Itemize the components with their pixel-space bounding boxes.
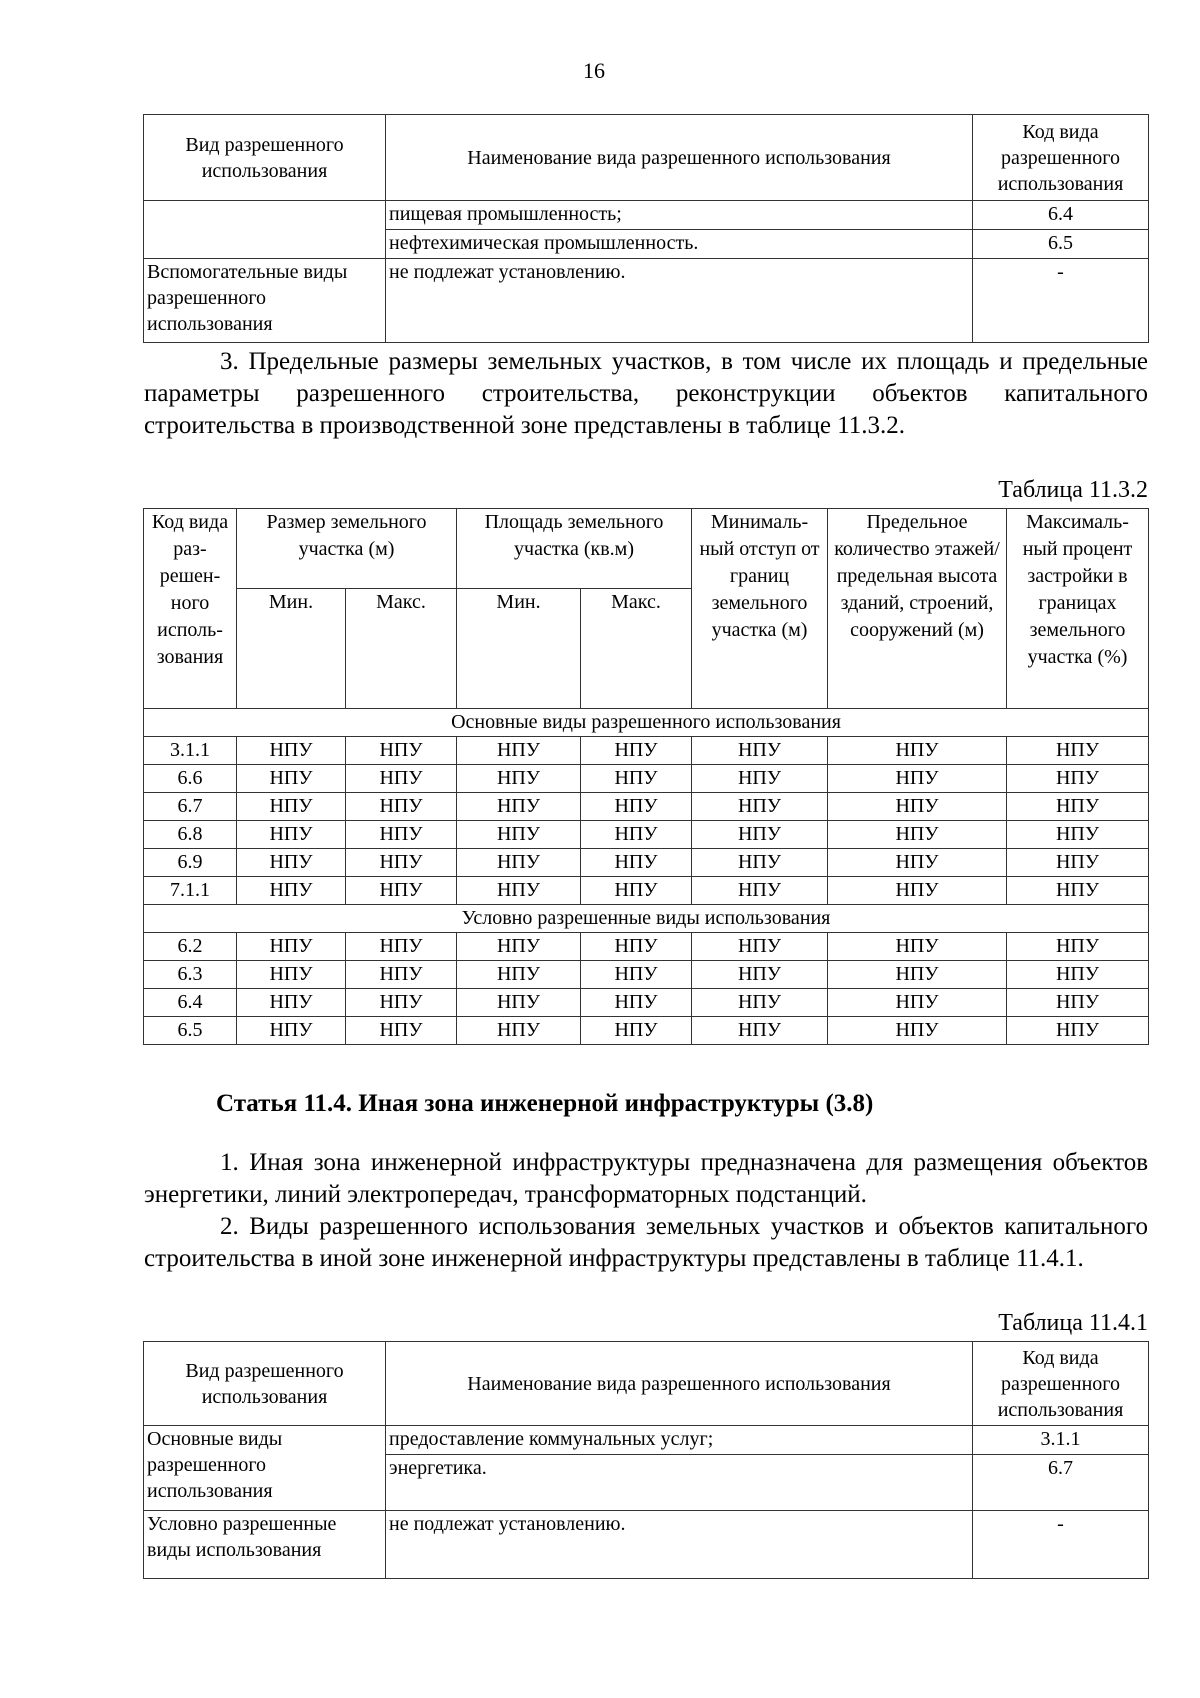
- table-cell: НПУ: [692, 849, 828, 877]
- table-cell: НПУ: [828, 989, 1007, 1017]
- table-cell: НПУ: [457, 793, 581, 821]
- header-max-percent: Максималь-ный процент застройки в границах земельного участка (%): [1007, 509, 1149, 709]
- table-cell: НПУ: [692, 933, 828, 961]
- table-cell: НПУ: [1007, 737, 1149, 765]
- table-cell: НПУ: [237, 961, 346, 989]
- table-cell: [144, 201, 386, 259]
- table-caption-11-4-1: Таблица 11.4.1: [998, 1310, 1148, 1336]
- table-cell: 6.5: [973, 230, 1149, 259]
- paragraph-1: 1. Иная зона инженерной инфраструктуры предназначена для размещения объектов энергетики, линий электропередач, трансформаторных подстанций.: [144, 1149, 1148, 1208]
- header-code: Код вида разрешенного использования: [973, 1342, 1149, 1426]
- table-cell: НПУ: [581, 765, 692, 793]
- table-cell: НПУ: [457, 821, 581, 849]
- table-cell: НПУ: [1007, 765, 1149, 793]
- table-cell: НПУ: [346, 1017, 457, 1045]
- table-cell: НПУ: [692, 737, 828, 765]
- row-code: 6.6: [144, 765, 237, 793]
- table-cell: НПУ: [692, 989, 828, 1017]
- table-cell: НПУ: [457, 961, 581, 989]
- table-cell: НПУ: [581, 961, 692, 989]
- table-cell: НПУ: [1007, 1017, 1149, 1045]
- header-kind: Вид разрешенного использования: [144, 115, 386, 201]
- table-cell: НПУ: [1007, 793, 1149, 821]
- section-main-label: Основные виды разрешенного использования: [144, 709, 1149, 737]
- table-cell: НПУ: [581, 1017, 692, 1045]
- table-cell: НПУ: [457, 1017, 581, 1045]
- paragraph-2: 2. Виды разрешенного использования земельных участков и объектов капитального строительства в иной зоне инженерной инфраструктуры представлены в таблице 11.4.1.: [144, 1213, 1148, 1272]
- table-cell: нефтехимическая промышленность.: [386, 230, 973, 259]
- header-floors: Предельное количество этажей/ предельная высота зданий, строений, сооружений (м): [828, 509, 1007, 709]
- limits-table-11-3-2: [143, 508, 1149, 1045]
- table-cell: НПУ: [828, 1017, 1007, 1045]
- table-cell: НПУ: [237, 793, 346, 821]
- table-row: [144, 961, 1149, 989]
- table-cell: НПУ: [828, 961, 1007, 989]
- table-cell: НПУ: [828, 765, 1007, 793]
- header-code: Код вида раз-решен-ного исполь-зования: [144, 509, 237, 709]
- table-cell: НПУ: [457, 933, 581, 961]
- table-cell: НПУ: [237, 877, 346, 905]
- table-cell: НПУ: [1007, 877, 1149, 905]
- header-area-max: Макс.: [581, 589, 692, 709]
- table-row: [144, 1017, 1149, 1045]
- table-cell: НПУ: [581, 933, 692, 961]
- header-code: Код вида разрешенного использования: [973, 115, 1149, 201]
- table-cell: НПУ: [237, 821, 346, 849]
- table-cell: предоставление коммунальных услуг;: [386, 1426, 973, 1455]
- table-row: [144, 877, 1149, 905]
- permitted-use-table-continued: [143, 114, 1149, 343]
- table-cell: 6.7: [973, 1455, 1149, 1511]
- table-row: [144, 737, 1149, 765]
- table-cell: НПУ: [346, 849, 457, 877]
- table-cell: НПУ: [581, 793, 692, 821]
- table-cell: энергетика.: [386, 1455, 973, 1511]
- table-cell: НПУ: [237, 849, 346, 877]
- section-conditional-label: Условно разрешенные виды использования: [144, 905, 1149, 933]
- table-cell: НПУ: [581, 849, 692, 877]
- paragraph-3: 3. Предельные размеры земельных участков, в том числе их площадь и предельные параметры разрешенного строительства, реконструкции объектов капитального строительства в производственной зоне представлены в таблице 11.3.2.: [144, 348, 1148, 439]
- table-cell: Условно разрешенные виды использования: [144, 1511, 386, 1579]
- table-cell: НПУ: [581, 877, 692, 905]
- table-row: [144, 989, 1149, 1017]
- table-cell: НПУ: [346, 765, 457, 793]
- header-name: Наименование вида разрешенного использования: [386, 1342, 973, 1426]
- row-code: 6.9: [144, 849, 237, 877]
- table-cell: НПУ: [457, 989, 581, 1017]
- table-cell: НПУ: [828, 877, 1007, 905]
- table-cell: -: [973, 1511, 1149, 1579]
- table-cell: НПУ: [346, 961, 457, 989]
- table-cell: НПУ: [346, 989, 457, 1017]
- table-cell: НПУ: [1007, 961, 1149, 989]
- article-heading: Статья 11.4. Иная зона инженерной инфраструктуры (3.8): [216, 1090, 874, 1117]
- table-cell: НПУ: [581, 989, 692, 1017]
- permitted-use-table-11-4-1: [143, 1341, 1149, 1579]
- table-cell: НПУ: [346, 933, 457, 961]
- table-cell: НПУ: [692, 821, 828, 849]
- table-cell: НПУ: [346, 877, 457, 905]
- table-cell: НПУ: [457, 849, 581, 877]
- header-min-offset: Минималь-ный отступ от границ земельного участка (м): [692, 509, 828, 709]
- table-cell: НПУ: [1007, 849, 1149, 877]
- table-caption-11-3-2: Таблица 11.3.2: [998, 477, 1148, 503]
- header-size-min: Мин.: [237, 589, 346, 709]
- table-cell: НПУ: [346, 737, 457, 765]
- page-number: 16: [583, 58, 605, 83]
- table-cell: НПУ: [692, 961, 828, 989]
- table-cell: НПУ: [237, 989, 346, 1017]
- table-cell: НПУ: [692, 877, 828, 905]
- table-row: [144, 933, 1149, 961]
- table-row: [144, 849, 1149, 877]
- table-cell: НПУ: [1007, 933, 1149, 961]
- table-cell: 6.4: [973, 201, 1149, 230]
- table-cell: пищевая промышленность;: [386, 201, 973, 230]
- table-cell: НПУ: [457, 765, 581, 793]
- table-cell: НПУ: [346, 793, 457, 821]
- table-cell: НПУ: [237, 765, 346, 793]
- row-code: 6.2: [144, 933, 237, 961]
- row-code: 6.7: [144, 793, 237, 821]
- table-cell: НПУ: [457, 877, 581, 905]
- header-plot-area: Площадь земельного участка (кв.м): [457, 509, 692, 589]
- table-cell: НПУ: [237, 737, 346, 765]
- table-row: [144, 765, 1149, 793]
- table-row: [144, 821, 1149, 849]
- table-cell: НПУ: [237, 1017, 346, 1045]
- table-cell: НПУ: [581, 821, 692, 849]
- table-cell: НПУ: [828, 933, 1007, 961]
- row-code: 3.1.1: [144, 737, 237, 765]
- table-cell: не подлежат установлению.: [386, 1511, 973, 1579]
- header-kind: Вид разрешенного использования: [144, 1342, 386, 1426]
- table-cell: НПУ: [828, 821, 1007, 849]
- row-code: 6.3: [144, 961, 237, 989]
- table-cell: Вспомогательные виды разрешенного использования: [144, 259, 386, 343]
- table-cell: -: [973, 259, 1149, 343]
- table-cell: НПУ: [828, 737, 1007, 765]
- header-area-min: Мин.: [457, 589, 581, 709]
- table-cell: НПУ: [346, 821, 457, 849]
- table-cell: НПУ: [1007, 989, 1149, 1017]
- table-cell: НПУ: [828, 793, 1007, 821]
- row-code: 7.1.1: [144, 877, 237, 905]
- table-cell: НПУ: [581, 737, 692, 765]
- table-cell: НПУ: [692, 1017, 828, 1045]
- header-size-max: Макс.: [346, 589, 457, 709]
- table-cell: НПУ: [828, 849, 1007, 877]
- table-cell: НПУ: [1007, 821, 1149, 849]
- table-cell: 3.1.1: [973, 1426, 1149, 1455]
- table-row: [144, 793, 1149, 821]
- header-name: Наименование вида разрешенного использования: [386, 115, 973, 201]
- table-cell: Основные виды разрешенного использования: [144, 1426, 386, 1511]
- table-cell: НПУ: [692, 793, 828, 821]
- table-cell: НПУ: [692, 765, 828, 793]
- row-code: 6.4: [144, 989, 237, 1017]
- row-code: 6.5: [144, 1017, 237, 1045]
- table-cell: НПУ: [457, 737, 581, 765]
- table-cell: не подлежат установлению.: [386, 259, 973, 343]
- table-cell: НПУ: [237, 933, 346, 961]
- row-code: 6.8: [144, 821, 237, 849]
- header-plot-size: Размер земельного участка (м): [237, 509, 457, 589]
